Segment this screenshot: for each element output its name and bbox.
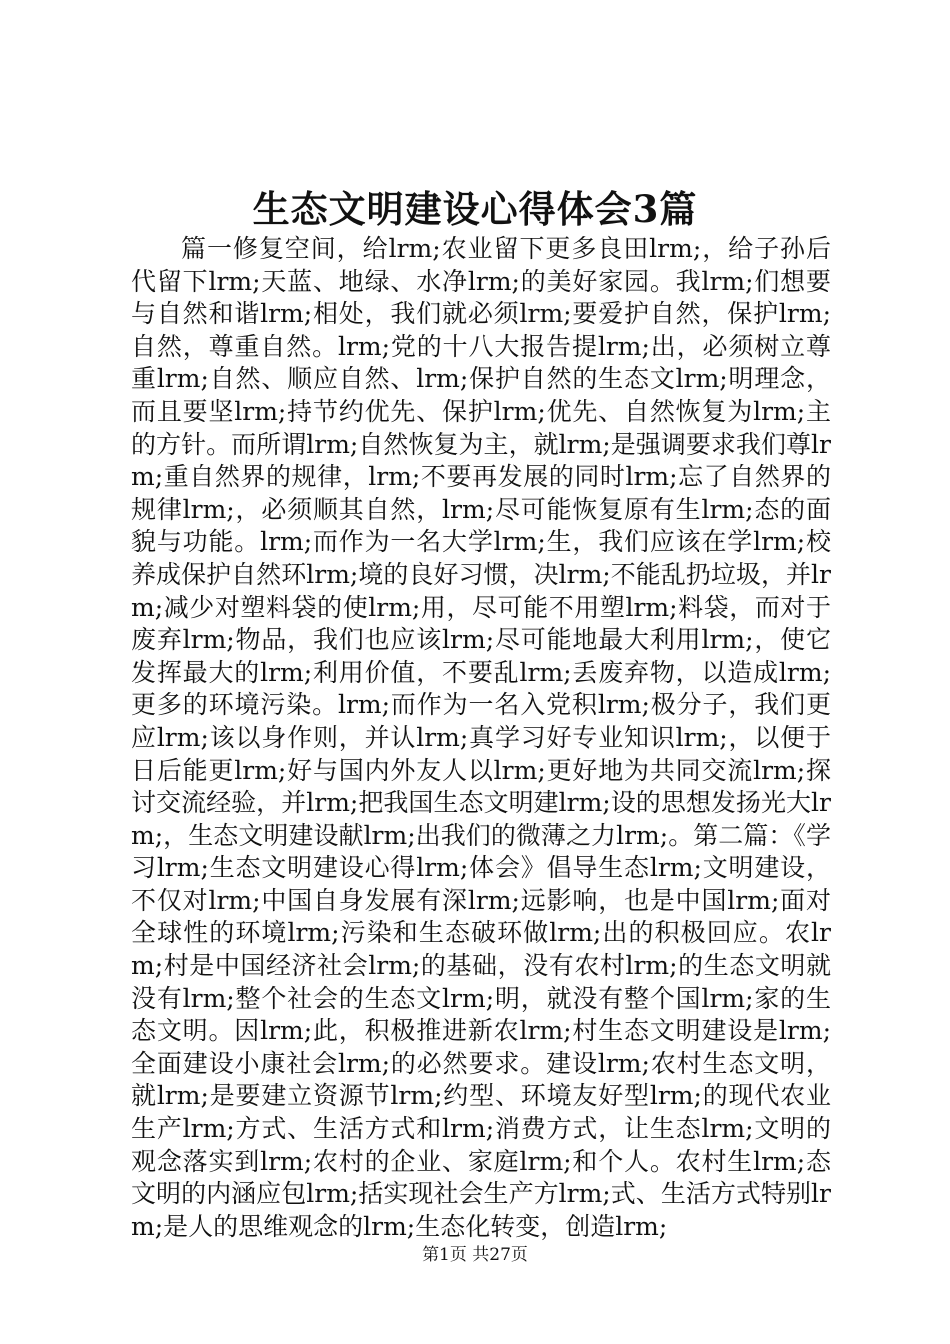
page-number-footer: 第1页 共27页 <box>422 1245 528 1265</box>
document-body-paragraph: 篇一修复空间，给lrm;农业留下更多良田lrm;，给子孙后代留下lrm;天蓝、地绿、水净lrm;的美好家园。我lrm;们想要与自然和谐lrm;相处，我们就必须lrm;要爱护自然，保护lrm;自然，尊重自然。lrm;党的十八大报告提lrm;出，必须树立尊重lrm;自然、顺应自然、lrm;保护自然的生态文lrm;明理念，而且要坚lrm;持节约优先、保护lrm;优先、自然恢复为lrm;主的方针。而所谓lrm;自然恢复为主，就lrm;是强调要求我们尊lrm;重自然界的规律，lrm;不要再发展的同时lrm;忘了自然界的规律lrm;，必须顺其自然，lrm;尽可能恢复原有生lrm;态的面貌与功能。lrm;而作为一名大学lrm;生，我们应该在学lrm;校养成保护自然环lrm;境的良好习惯，决lrm;不能乱扔垃圾，并lrm;减少对塑料袋的使lrm;用，尽可能不用塑lrm;料袋，而对于废弃lrm;物品，我们也应该lrm;尽可能地最大利用lrm;，使它发挥最大的lrm;利用价值，不要乱lrm;丢废弃物，以造成lrm;更多的环境污染。lrm;而作为一名入党积lrm;极分子，我们更应lrm;该以身作则，并认lrm;真学习好专业知识lrm;，以便于日后能更lrm;好与国内外友人以lrm;更好地为共同交流lrm;探讨交流经验，并lrm;把我国生态文明建lrm;设的思想发扬光大lrm;，生态文明建设献lrm;出我们的微薄之力lrm;。第二篇：《学习lrm;生态文明建设心得lrm;体会》倡导生态lrm;文明建设，不仅对lrm;中国自身发展有深lrm;远影响，也是中国lrm;面对全球性的环境lrm;污染和生态破环做lrm;出的积极回应。农lrm;村是中国经济社会lrm;的基础，没有农村lrm;的生态文明就没有lrm;整个社会的生态文lrm;明，就没有整个国lrm;家的生态文明。因lrm;此，积极推进新农lrm;村生态文明建设是lrm;全面建设小康社会lrm;的必然要求。建设lrm;农村生态文明，就lrm;是要建立资源节lrm;约型、环境友好型lrm;的现代农业生产lrm;方式、生活方式和lrm;消费方式，让生态lrm;文明的观念落实到lrm;农村的企业、家庭lrm;和个人。农村生lrm;态文明的内涵应包lrm;括实现社会生产方lrm;式、生活方式特别lrm;是人的思维观念的lrm;生态化转变，创造lrm; <box>131 234 831 1241</box>
document-title: 生态文明建设心得体会3篇 <box>252 187 698 231</box>
